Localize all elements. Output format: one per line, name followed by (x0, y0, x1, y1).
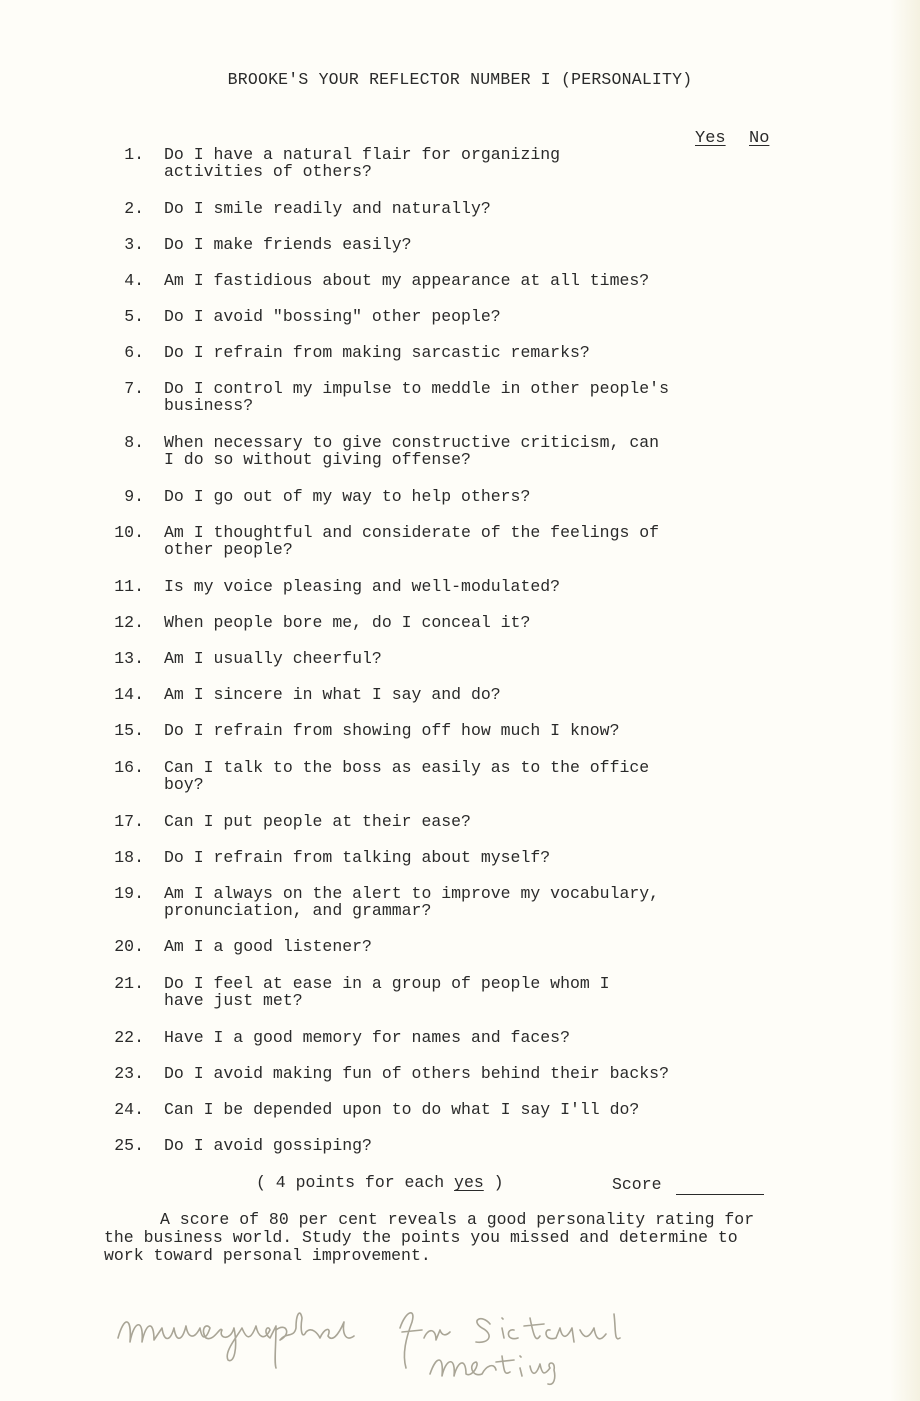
question-number: 18. (114, 848, 144, 867)
question-number: 3. (124, 235, 144, 254)
question-number: 13. (114, 649, 144, 668)
question-number: 25. (114, 1136, 144, 1155)
question-number: 1. (124, 145, 144, 164)
points-note-yes: yes (454, 1173, 484, 1192)
question-text: Can I put people at their ease? (164, 812, 471, 831)
document-title: BROOKE'S YOUR REFLECTOR NUMBER I (PERSONALITY) (227, 70, 693, 89)
question-number: 16. (114, 758, 144, 777)
question-text: Do I smile readily and naturally? (164, 199, 491, 218)
question-number: 7. (124, 379, 144, 398)
question-number: 9. (124, 487, 144, 506)
column-header-yes: Yes (695, 129, 726, 148)
question-text: Is my voice pleasing and well-modulated? (164, 577, 561, 596)
question-number: 23. (114, 1064, 144, 1083)
question-text: Am I always on the alert to improve my vocabulary, pronunciation, and grammar? (164, 884, 660, 920)
question-text: Do I refrain from talking about myself? (164, 848, 551, 867)
question-text: When people bore me, do I conceal it? (164, 613, 531, 632)
question-number: 21. (114, 974, 144, 993)
question-text: Do I refrain from making sarcastic remarks? (164, 343, 590, 362)
question-number: 14. (114, 685, 144, 704)
question-text: Do I control my impulse to meddle in other people's business? (164, 379, 669, 415)
points-note-prefix: ( 4 points for each (256, 1173, 455, 1192)
question-number: 19. (114, 884, 144, 903)
question-number: 5. (124, 307, 144, 326)
handwritten-note (110, 1298, 750, 1388)
question-number: 20. (114, 937, 144, 956)
question-number: 24. (114, 1100, 144, 1119)
column-header-no: No (749, 129, 770, 148)
question-text: Can I be depended upon to do what I say I'll do? (164, 1100, 640, 1119)
question-number: 8. (124, 433, 144, 452)
points-note (256, 1173, 504, 1192)
question-text: Do I avoid "bossing" other people? (164, 307, 501, 326)
question-number: 10. (114, 523, 144, 542)
page-edge (890, 0, 920, 1401)
question-text: Have I a good memory for names and faces? (164, 1028, 570, 1047)
question-text: Am I a good listener? (164, 937, 372, 956)
question-text: Am I thoughtful and considerate of the feelings of other people? (164, 523, 660, 559)
score-label: Score (612, 1175, 662, 1194)
score-blank-line (676, 1194, 764, 1195)
question-number: 2. (124, 199, 144, 218)
points-note-suffix: ) (483, 1173, 504, 1192)
question-text: Am I fastidious about my appearance at all times? (164, 271, 650, 290)
question-number: 6. (124, 343, 144, 362)
question-text: Do I avoid making fun of others behind their backs? (164, 1064, 669, 1083)
question-text: Am I usually cheerful? (164, 649, 382, 668)
question-number: 4. (124, 271, 144, 290)
question-number: 15. (114, 721, 144, 740)
question-text: Do I have a natural flair for organizing activities of others? (164, 145, 561, 181)
question-number: 22. (114, 1028, 144, 1047)
question-number: 11. (114, 577, 144, 596)
question-text: Do I feel at ease in a group of people whom I have just met? (164, 974, 610, 1010)
question-text: Am I sincere in what I say and do? (164, 685, 501, 704)
question-text: Do I go out of my way to help others? (164, 487, 531, 506)
question-text: Do I make friends easily? (164, 235, 412, 254)
question-text: Do I avoid gossiping? (164, 1136, 372, 1155)
closing-paragraph: A score of 80 per cent reveals a good personality rating for the business world. Study the points you missed and determine to work toward personal improvement. (104, 1210, 755, 1265)
question-number: 17. (114, 812, 144, 831)
question-text: Do I refrain from showing off how much I know? (164, 721, 620, 740)
question-text: Can I talk to the boss as easily as to the office boy? (164, 758, 650, 794)
question-number: 12. (114, 613, 144, 632)
question-text: When necessary to give constructive criticism, can I do so without giving offense? (164, 433, 660, 469)
